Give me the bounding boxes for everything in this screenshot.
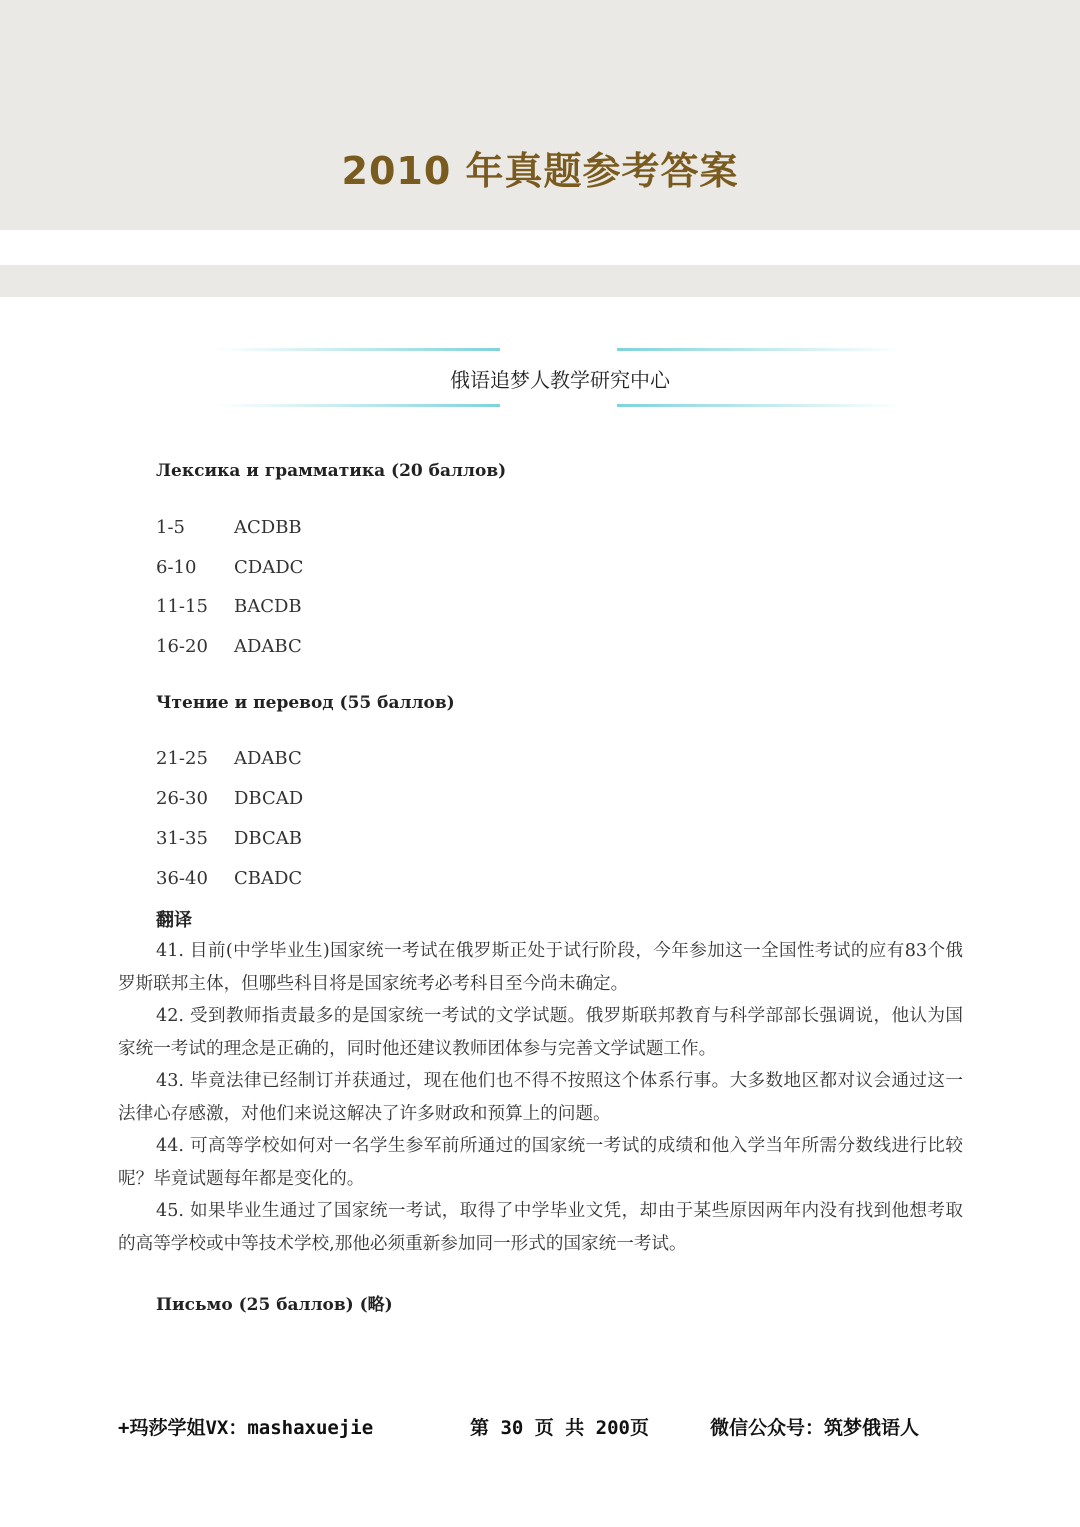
sub-band bbox=[0, 265, 1080, 297]
footer-page-number: 第 30 页 共 200页 bbox=[470, 1417, 649, 1439]
answer-letters: DBCAB bbox=[234, 828, 302, 849]
answer-row bbox=[156, 596, 302, 617]
answer-letters: BACDB bbox=[234, 596, 302, 617]
answer-row bbox=[156, 636, 302, 657]
answer-range: 36-40 bbox=[156, 868, 208, 889]
answer-row bbox=[156, 748, 302, 769]
answer-range: 1-5 bbox=[156, 517, 185, 538]
answer-row bbox=[156, 517, 302, 538]
decorative-line bbox=[617, 404, 902, 407]
answer-row bbox=[156, 868, 302, 889]
translation-item: 43. 毕竟法律已经制订并获通过，现在他们也不得不按照这个体系行事。大多数地区都对议会通过这一法律心存感激，对他们来说这解决了许多财政和预算上的问题。 bbox=[118, 1071, 963, 1124]
translation-item: 42. 受到教师指责最多的是国家统一考试的文学试题。俄罗斯联邦教育与科学部部长强调说，他认为国家统一考试的理念是正确的，同时他还建议教师团体参与完善文学试题工作。 bbox=[118, 1006, 963, 1059]
answer-letters: ADABC bbox=[234, 748, 302, 769]
header-band bbox=[0, 0, 1080, 230]
translation-item: 44. 可高等学校如何对一名学生参军前所通过的国家统一考试的成绩和他入学当年所需分数线进行比较呢？毕竟试题每年都是变化的。 bbox=[118, 1136, 963, 1189]
answer-range: 31-35 bbox=[156, 828, 208, 849]
answer-letters: DBCAD bbox=[234, 788, 304, 809]
translation-list bbox=[118, 935, 963, 1260]
page-title: 2010 年真题参考答案 bbox=[341, 149, 739, 193]
footer-contact: +玛莎学姐VX：mashaxuejie bbox=[118, 1417, 374, 1439]
section-heading-writing: Письмо (25 баллов) (略) bbox=[156, 1295, 393, 1315]
answer-row bbox=[156, 788, 303, 809]
translation-item: 41. 目前(中学毕业生)国家统一考试在俄罗斯正处于试行阶段，今年参加这一全国性考试的应有83个俄罗斯联邦主体，但哪些科目将是国家统考必考科目至今尚未确定。 bbox=[118, 941, 963, 994]
section-heading-reading: Чтение и перевод (55 баллов) bbox=[156, 693, 455, 713]
answer-row bbox=[156, 828, 302, 849]
decorative-line bbox=[215, 404, 500, 407]
answer-range: 6-10 bbox=[156, 557, 197, 578]
center-name: 俄语追梦人教学研究中心 bbox=[450, 368, 670, 392]
answer-letters: ACDBB bbox=[234, 517, 302, 538]
footer-wechat: 微信公众号：筑梦俄语人 bbox=[710, 1417, 920, 1439]
decorative-line bbox=[215, 348, 500, 351]
answer-row bbox=[156, 557, 303, 578]
answer-range: 16-20 bbox=[156, 636, 208, 657]
answer-letters: CDADC bbox=[234, 557, 304, 578]
answer-range: 26-30 bbox=[156, 788, 208, 809]
decorative-line bbox=[617, 348, 902, 351]
translation-item: 45. 如果毕业生通过了国家统一考试，取得了中学毕业文凭，却由于某些原因两年内没有找到他想考取的高等学校或中等技术学校,那他必须重新参加同一形式的国家统一考试。 bbox=[118, 1201, 963, 1254]
answer-range: 11-15 bbox=[156, 596, 208, 617]
translation-heading: 翻译 bbox=[156, 910, 192, 931]
answer-range: 21-25 bbox=[156, 748, 208, 769]
section-heading-lexicon: Лексика и грамматика (20 баллов) bbox=[156, 461, 507, 481]
answer-letters: CBADC bbox=[234, 868, 303, 889]
answer-letters: ADABC bbox=[234, 636, 302, 657]
